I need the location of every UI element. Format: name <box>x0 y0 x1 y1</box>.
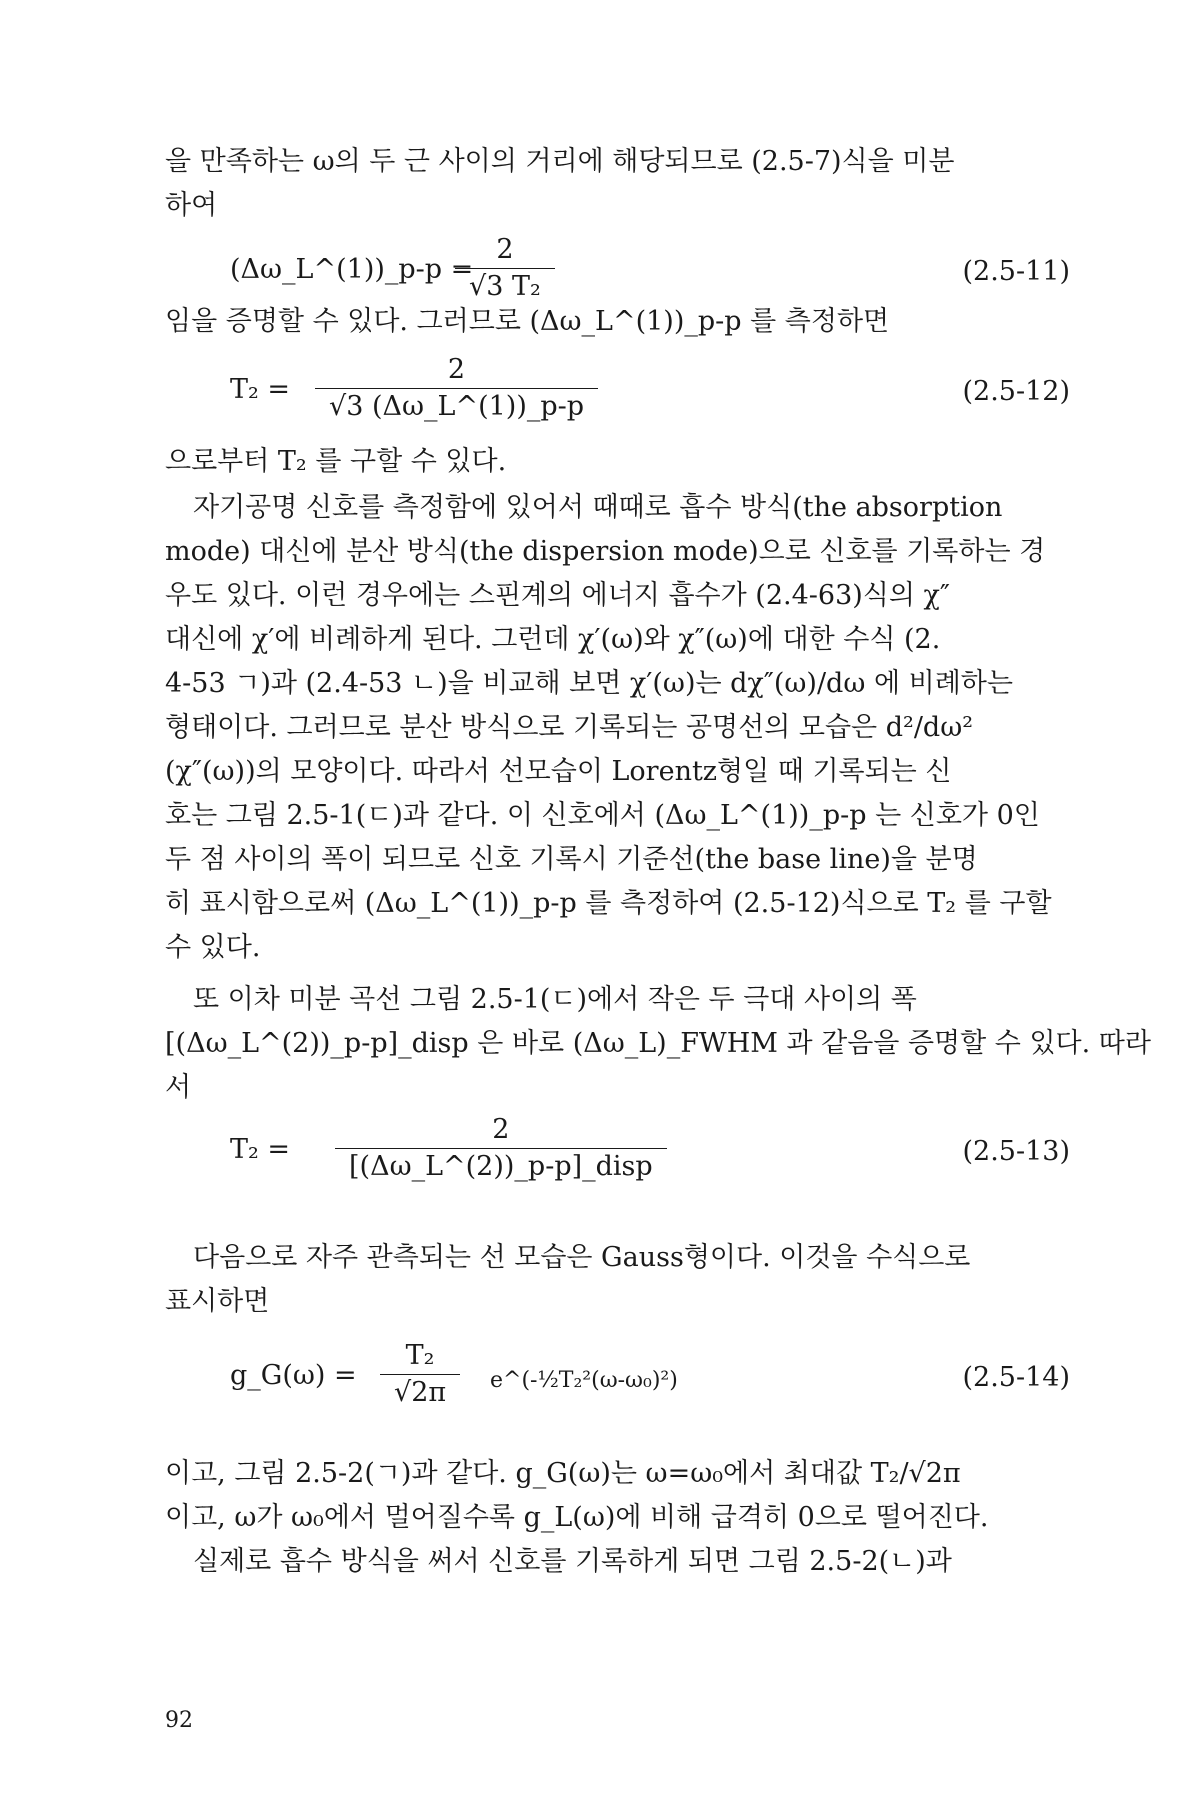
page-number: 92 <box>165 1708 193 1733</box>
equation-fraction <box>455 232 555 305</box>
text-line: 두 점 사이의 폭이 되므로 신호 기록시 기준선(the base line)을 분명 <box>165 844 978 875</box>
equation-lhs: T₂ = <box>230 1134 291 1165</box>
fraction-numerator: T₂ <box>405 1340 435 1371</box>
fraction-denominator: √3 (Δω_L^(1))_p-p <box>329 391 585 422</box>
text-line: 다음으로 자주 관측되는 선 모습은 Gauss형이다. 이것을 수식으로 <box>193 1242 971 1273</box>
equation-2-5-12 <box>230 352 1070 444</box>
text-line: 히 표시함으로써 (Δω_L^(1))_p-p 를 측정하여 (2.5-12)식으로 T₂ 를 구할 <box>165 888 1052 919</box>
paragraph-gauss <box>165 1236 1045 1324</box>
text-line: 하여 <box>165 190 218 221</box>
fraction-numerator: 2 <box>496 234 514 265</box>
equation-number: (2.5-12) <box>962 376 1070 407</box>
text-line: 대신에 χ′에 비례하게 된다. 그런데 χ′(ω)와 χ″(ω)에 대한 수식 (2. <box>165 624 941 655</box>
text-line: 4-53 ㄱ)과 (2.4-53 ㄴ)을 비교해 보면 χ′(ω)는 dχ″(ω)/dω 에 비례하는 <box>165 668 1013 699</box>
intro-paragraph <box>165 140 1045 228</box>
text-line: 자기공명 신호를 측정함에 있어서 때때로 흡수 방식(the absorption <box>193 492 1003 523</box>
text-line: 이고, ω가 ω₀에서 멀어질수록 g_L(ω)에 비해 급격히 0으로 떨어진다. <box>165 1502 989 1533</box>
text-line: 이고, 그림 2.5-2(ㄱ)과 같다. g_G(ω)는 ω=ω₀에서 최대값 T₂/√2π <box>165 1458 961 1489</box>
equation-2-5-14 <box>230 1338 1070 1430</box>
fraction-numerator: 2 <box>492 1114 510 1145</box>
text-line: 호는 그림 2.5-1(ㄷ)과 같다. 이 신호에서 (Δω_L^(1))_p-p 는 신호가 0인 <box>165 800 1040 831</box>
text-block <box>165 440 1045 484</box>
paragraph-dispersion-mode <box>165 486 1052 970</box>
equation-lhs: g_G(ω) = <box>230 1360 357 1391</box>
text-line: 을 만족하는 ω의 두 근 사이의 거리에 해당되므로 (2.5-7)식을 미분 <box>165 146 955 177</box>
text-line: 또 이차 미분 곡선 그림 2.5-1(ㄷ)에서 작은 두 극대 사이의 폭 <box>193 984 917 1015</box>
text-block <box>165 300 1045 344</box>
text-line: 임을 증명할 수 있다. 그러므로 (Δω_L^(1))_p-p 를 측정하면 <box>165 306 890 337</box>
equation-lhs: T₂ = <box>230 374 291 405</box>
equation-number: (2.5-11) <box>962 256 1070 287</box>
text-line: [(Δω_L^(2))_p-p]_disp 은 바로 (Δω_L)_FWHM 과 같음을 증명할 수 있다. 따라 <box>165 1028 1151 1059</box>
equation-exponential: e^(-½T₂²(ω-ω₀)²) <box>490 1368 678 1393</box>
equation-fraction <box>380 1338 460 1411</box>
equation-lhs: (Δω_L^(1))_p-p = <box>230 254 474 285</box>
paragraph-second-derivative <box>165 978 1151 1110</box>
fraction-denominator: √3 T₂ <box>469 271 541 302</box>
text-line: 표시하면 <box>165 1286 270 1317</box>
fraction-numerator: 2 <box>447 354 466 385</box>
fraction-denominator: [(Δω_L^(2))_p-p]_disp <box>349 1151 653 1182</box>
text-line: 우도 있다. 이런 경우에는 스핀계의 에너지 흡수가 (2.4-63)식의 χ″ <box>165 580 950 611</box>
text-line: 서 <box>165 1072 192 1103</box>
text-line: 수 있다. <box>165 932 261 963</box>
equation-2-5-13 <box>230 1112 1070 1204</box>
fraction-denominator: √2π <box>394 1377 447 1408</box>
equation-number: (2.5-13) <box>962 1136 1070 1167</box>
paragraph-gauss-max <box>165 1452 1045 1584</box>
text-line: 실제로 흡수 방식을 써서 신호를 기록하게 되면 그림 2.5-2(ㄴ)과 <box>193 1546 952 1577</box>
text-line: 으로부터 T₂ 를 구할 수 있다. <box>165 446 507 477</box>
text-line: 형태이다. 그러므로 분산 방식으로 기록되는 공명선의 모습은 d²/dω² <box>165 712 974 743</box>
equation-fraction <box>335 1112 667 1185</box>
equation-number: (2.5-14) <box>962 1362 1070 1393</box>
equation-fraction <box>315 352 598 425</box>
text-line: mode) 대신에 분산 방식(the dispersion mode)으로 신호를 기록하는 경 <box>165 536 1046 567</box>
text-line: (χ″(ω))의 모양이다. 따라서 선모습이 Lorentz형일 때 기록되는 신 <box>165 756 952 787</box>
